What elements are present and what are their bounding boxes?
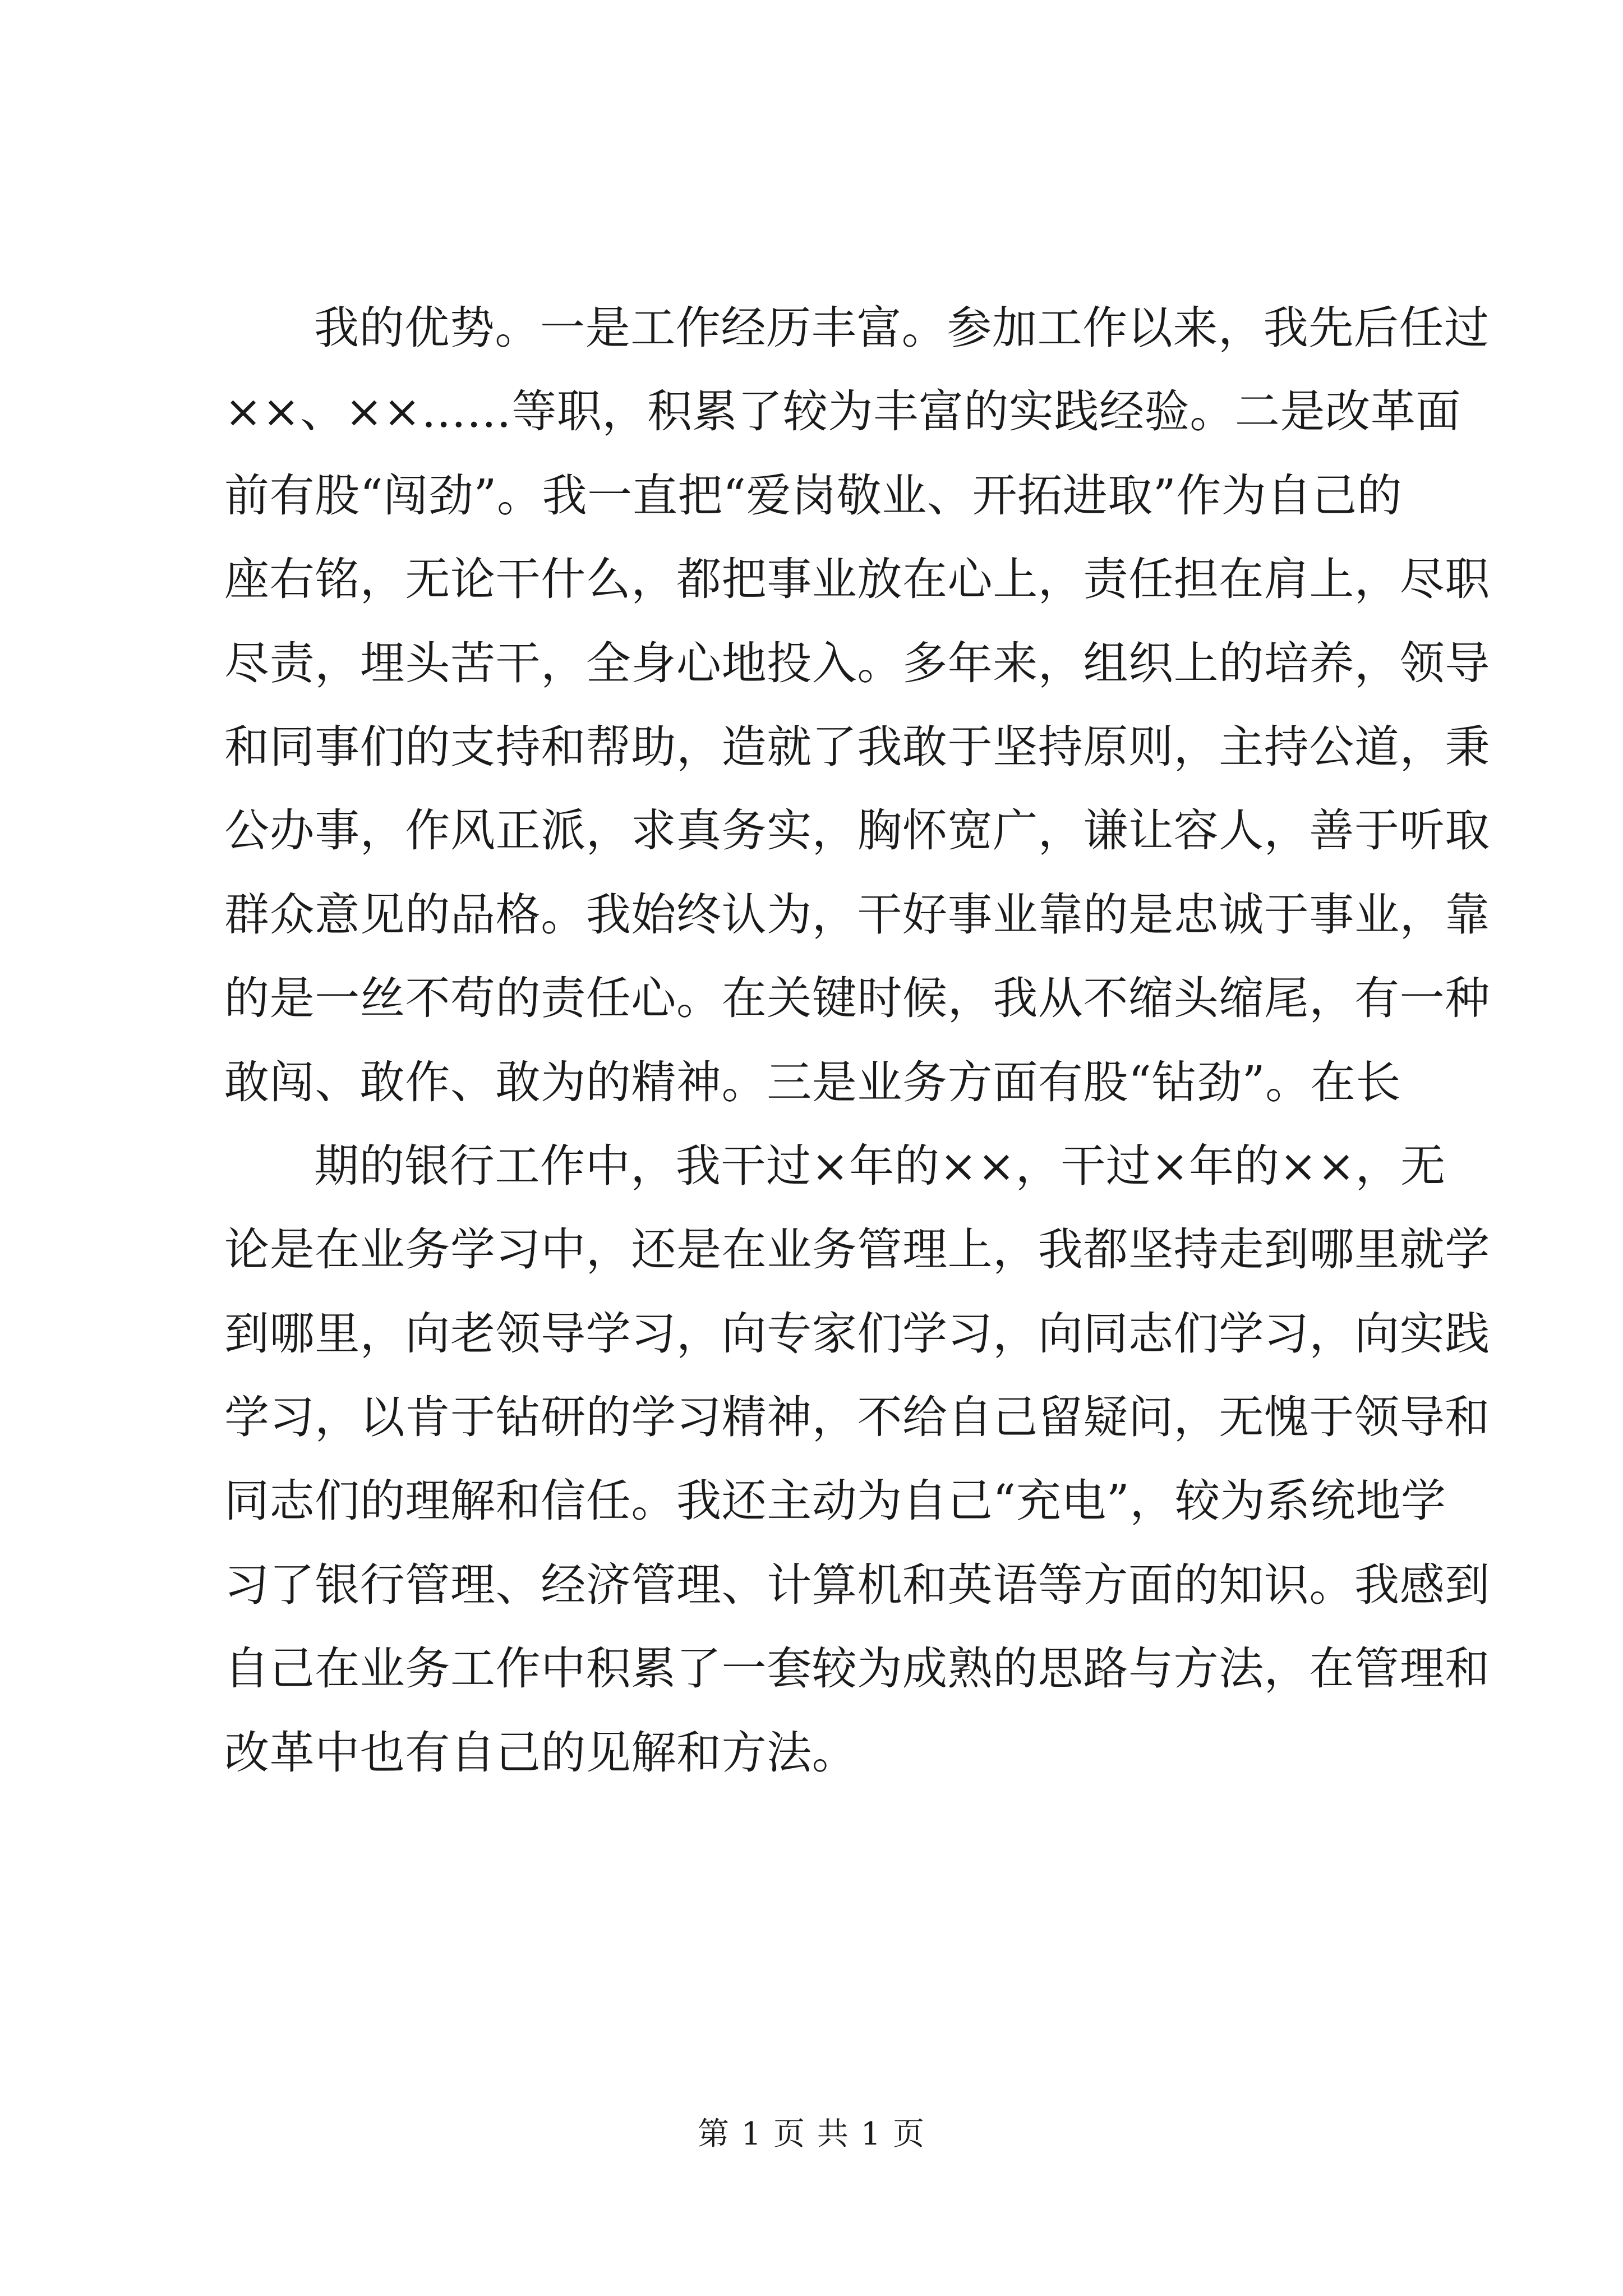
text-line: 公办事，作风正派，求真务实，胸怀宽广，谦让容人，善于听取 [224, 804, 1490, 857]
text-line: 到哪里，向老领导学习，向专家们学习，向同志们学习，向实践 [224, 1307, 1490, 1360]
page-number-label: 第 1 页 共 1 页 [697, 2116, 926, 2152]
text-line: 座右铭，无论干什么，都把事业放在心上，责任担在肩上，尽职 [224, 553, 1490, 606]
text-line: 尽责，埋头苦干，全身心地投入。多年来，组织上的培养，领导 [224, 637, 1490, 689]
text-line: 的是一丝不苟的责任心。在关键时候，我从不缩头缩尾，有一种 [224, 972, 1490, 1025]
text-line: 群众意见的品格。我始终认为，干好事业靠的是忠诚于事业，靠 [224, 888, 1490, 941]
text-line: 期的银行工作中，我干过×年的××，干过×年的××，无 [314, 1139, 1446, 1192]
text-line: 习了银行管理、经济管理、计算机和英语等方面的知识。我感到 [224, 1558, 1490, 1611]
text-line: ××、××……等职，积累了较为丰富的实践经验。二是改革面 [224, 385, 1461, 438]
text-line: 和同事们的支持和帮助，造就了我敢于坚持原则，主持公道，秉 [224, 720, 1490, 773]
paragraph-2 [224, 1124, 1490, 1795]
text-line: 学习，以肯于钻研的学习精神，不给自己留疑问，无愧于领导和 [224, 1391, 1490, 1444]
paragraph-1 [224, 286, 1490, 1124]
page-footer [0, 2109, 1623, 2154]
text-line: 论是在业务学习中，还是在业务管理上，我都坚持走到哪里就学 [224, 1223, 1490, 1276]
text-line: 我的优势。一是工作经历丰富。参加工作以来，我先后任过 [314, 302, 1490, 354]
text-line: 改革中也有自己的见解和方法。 [224, 1726, 857, 1779]
document-body [224, 286, 1490, 1795]
text-line: 敢闯、敢作、敢为的精神。三是业务方面有股“钻劲”。在长 [224, 1056, 1401, 1108]
text-line: 同志们的理解和信任。我还主动为自己“充电”，较为系统地学 [224, 1475, 1446, 1527]
text-line: 自己在业务工作中积累了一套较为成熟的思路与方法，在管理和 [224, 1642, 1490, 1695]
text-line: 前有股“闯劲”。我一直把“爱岗敬业、开拓进取”作为自己的 [224, 469, 1403, 522]
